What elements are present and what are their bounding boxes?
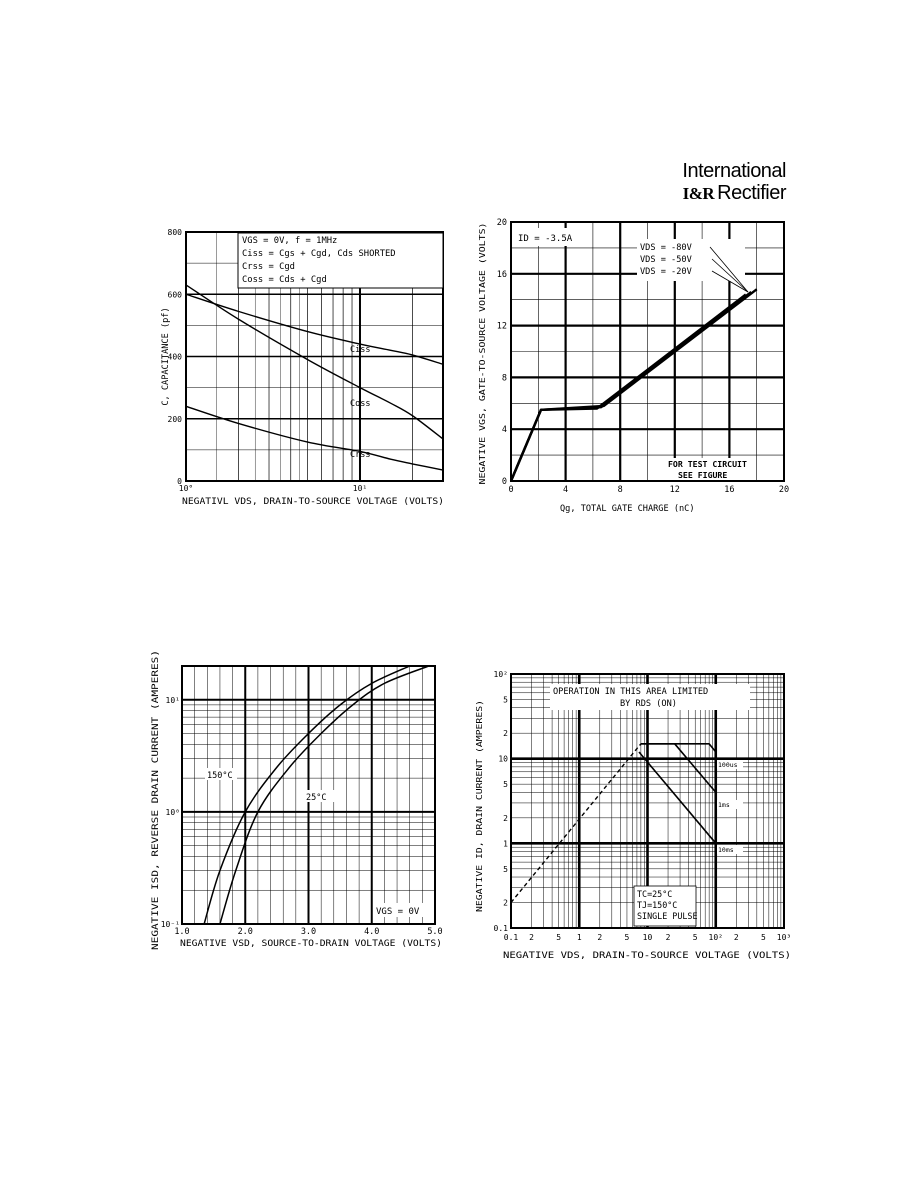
series-label: 150°C	[207, 771, 233, 781]
x-tick-label: 2	[597, 933, 603, 942]
x-tick-label: 10³	[776, 933, 792, 942]
y-tick-label: 5	[503, 695, 508, 705]
safe-operating-area-chart	[474, 670, 791, 961]
x-tick-label: 2	[665, 933, 671, 942]
y-tick-label: 2	[503, 898, 508, 908]
annotation-vgs: VGS = 0V	[376, 907, 420, 917]
y-axis-label: C, CAPACITANCE (pf)	[161, 307, 171, 406]
y-tick-label: 16	[496, 269, 507, 280]
x-tick-label: 12	[669, 485, 680, 495]
x-tick-label: 10	[642, 933, 653, 942]
y-tick-label: 4	[501, 425, 507, 436]
y-tick-label: 5	[503, 864, 508, 874]
conditions-text: TJ=150°C	[637, 900, 678, 910]
test-circuit-note: SEE FIGURE	[678, 470, 728, 480]
y-tick-label: 10¹	[165, 695, 180, 705]
vds-label: VDS = -20V	[640, 267, 692, 277]
y-tick-label: 600	[167, 290, 182, 300]
x-tick-label: 1.0	[174, 927, 190, 937]
vds-label: VDS = -80V	[640, 243, 692, 253]
conditions-text: TC=25°C	[637, 889, 673, 899]
series-vds-80v-line	[511, 289, 757, 481]
y-tick-label: 0	[501, 477, 507, 487]
curve-label: 1ms	[718, 801, 730, 809]
x-tick-label: 2	[529, 933, 534, 942]
annotation-line: Coss = Cds + Cgd	[242, 275, 327, 285]
x-tick-label: 5	[761, 933, 766, 942]
logo-mark: I&R	[682, 184, 715, 203]
x-tick-label: 4	[563, 485, 569, 495]
series-ciss-line	[186, 294, 443, 364]
y-axis-label: NEGATIVE VGS, GATE-TO-SOURCE VOLTAGE (VOLTS)	[477, 267, 487, 485]
y-tick-label: 0.1	[493, 924, 508, 933]
x-tick-label: 0	[508, 485, 514, 495]
annotation-line: Crss = Cgd	[242, 262, 295, 272]
y-tick-label: 10⁰	[165, 807, 180, 817]
series-label: Coss	[350, 399, 371, 409]
x-axis-label: NEGATIVE VSD, SOURCE-TO-DRAIN VOLTAGE (VOLTS)	[180, 939, 442, 949]
x-tick-label: 0.1	[503, 933, 519, 942]
series-coss-line	[186, 285, 443, 439]
x-tick-label: 5	[556, 933, 562, 942]
curve-label: 100us	[718, 761, 738, 769]
y-tick-label: 5	[503, 780, 508, 790]
series-crss-line	[186, 406, 443, 470]
x-axis-label: NEGATIVL VDS, DRAIN-TO-SOURCE VOLTAGE (VOLTS)	[182, 497, 444, 507]
curve-label: 10ms	[718, 846, 734, 854]
source-drain-chart	[151, 650, 443, 950]
test-circuit-note: FOR TEST CIRCUIT	[668, 459, 747, 469]
series-label: Ciss	[350, 345, 371, 355]
x-tick-label: 8	[617, 485, 623, 495]
y-axis-label: NEGATIVE ISD, REVERSE DRAIN CURRENT (AMPERES)	[151, 719, 161, 950]
x-tick-label: 20	[778, 485, 790, 495]
logo-line-1: International	[682, 160, 786, 182]
x-tick-label: 5.0	[427, 927, 443, 937]
series-10ms-line	[639, 752, 716, 843]
logo-line-2: Rectifier	[717, 182, 786, 204]
y-tick-label: 1	[503, 839, 508, 849]
gate-charge-chart	[477, 218, 789, 514]
y-axis-label: NEGATIVE ID, DRAIN CURRENT (AMPERES)	[474, 734, 484, 912]
y-tick-label: 8	[501, 373, 507, 384]
x-tick-label: 10°	[178, 484, 194, 493]
x-tick-label: 4.0	[364, 927, 380, 937]
series-label: Crss	[350, 450, 371, 460]
y-tick-label: 0	[177, 477, 182, 486]
vds-label: VDS = -50V	[640, 255, 692, 265]
y-tick-label: 400	[167, 352, 182, 362]
x-tick-label: 5	[692, 933, 698, 942]
soa-note: BY RDS (ON)	[620, 699, 677, 709]
series-label: 25°C	[306, 793, 327, 803]
y-tick-label: 12	[496, 321, 507, 332]
annotation-line: VGS = 0V, f = 1MHz	[242, 236, 338, 246]
y-tick-label: 200	[167, 414, 182, 424]
y-tick-label: 10²	[493, 670, 508, 679]
y-tick-label: 2	[503, 729, 508, 739]
annotation-line: Ciss = Cgs + Cgd, Cds SHORTED	[242, 249, 396, 259]
y-tick-label: 800	[167, 228, 182, 237]
soa-note: OPERATION IN THIS AREA LIMITED	[553, 687, 709, 697]
annotation-id: ID = -3.5A	[518, 234, 573, 244]
y-tick-label: 20	[496, 218, 507, 228]
x-axis-label: Qg, TOTAL GATE CHARGE (nC)	[560, 504, 695, 514]
x-tick-label: 3.0	[300, 927, 317, 937]
x-tick-label: 10¹	[352, 484, 368, 493]
y-tick-label: 10	[498, 754, 508, 764]
x-axis-label: NEGATIVE VDS, DRAIN-TO-SOURCE VOLTAGE (VOLTS)	[503, 951, 791, 961]
y-tick-label: 2	[503, 813, 508, 823]
x-tick-label: 2.0	[237, 927, 253, 937]
conditions-text: SINGLE PULSE	[637, 911, 698, 921]
x-tick-label: 10²	[708, 933, 723, 942]
x-tick-label: 1	[576, 933, 582, 942]
y-tick-label: 10⁻¹	[160, 920, 180, 929]
capacitance-chart	[161, 228, 444, 507]
x-tick-label: 2	[733, 933, 739, 942]
x-tick-label: 16	[724, 485, 735, 495]
x-tick-label: 5	[624, 933, 630, 942]
